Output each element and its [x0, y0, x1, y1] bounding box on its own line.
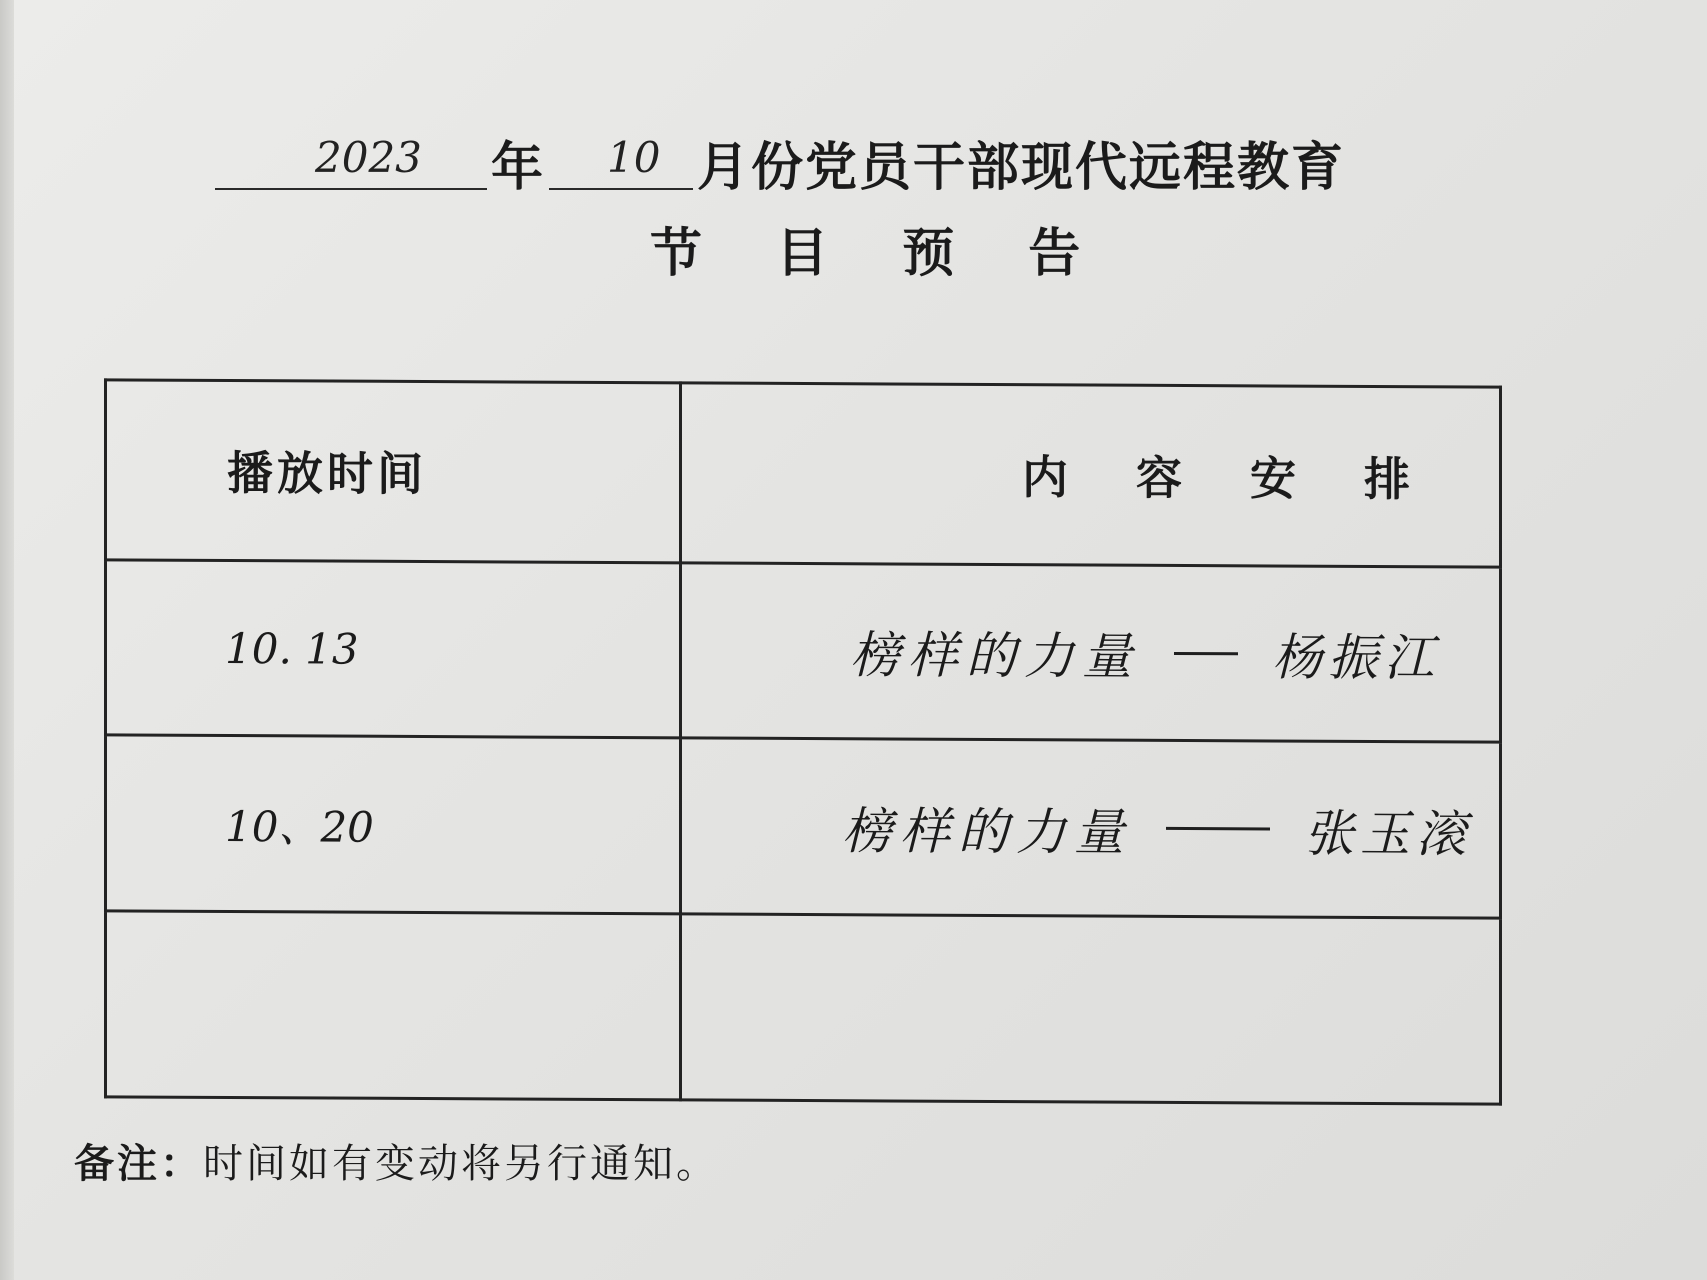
content-cell	[681, 738, 1501, 918]
broadcast-time-cell: 10. 13	[106, 560, 681, 739]
remark-note	[74, 1132, 719, 1189]
table-row-empty	[106, 911, 1501, 1104]
presenter-name: 张玉滚	[1304, 804, 1472, 864]
year-suffix: 年	[491, 138, 546, 198]
column-header-content: 内 容 安 排	[681, 383, 1501, 567]
document-subtitle: 节 目 预 告	[650, 224, 1109, 284]
handwritten-month: 10	[607, 133, 661, 182]
table-row	[106, 735, 1501, 918]
column-header-time: 播放时间	[106, 380, 681, 563]
month-blank	[549, 126, 693, 190]
dash-separator	[1174, 652, 1238, 655]
table-row	[106, 560, 1501, 743]
broadcast-time-cell: 10、20	[106, 735, 681, 914]
table-header-row	[106, 380, 1501, 567]
title-text: 月份党员干部现代远程教育	[697, 138, 1346, 198]
schedule-table	[104, 378, 1502, 1105]
year-blank	[215, 126, 487, 190]
remark-label: 备注：	[74, 1141, 203, 1187]
program-title: 榜样的力量	[850, 626, 1140, 686]
handwritten-year: 2023	[315, 133, 422, 182]
dash-separator	[1166, 827, 1270, 831]
document-title	[215, 120, 1349, 200]
broadcast-time-cell-empty	[106, 911, 681, 1100]
remark-text: 时间如有变动将另行通知。	[203, 1141, 719, 1187]
content-cell	[681, 563, 1501, 743]
program-title: 榜样的力量	[842, 802, 1132, 862]
content-cell-empty	[681, 914, 1501, 1104]
page-edge-shadow	[0, 0, 14, 1280]
presenter-name: 杨振江	[1272, 628, 1440, 688]
